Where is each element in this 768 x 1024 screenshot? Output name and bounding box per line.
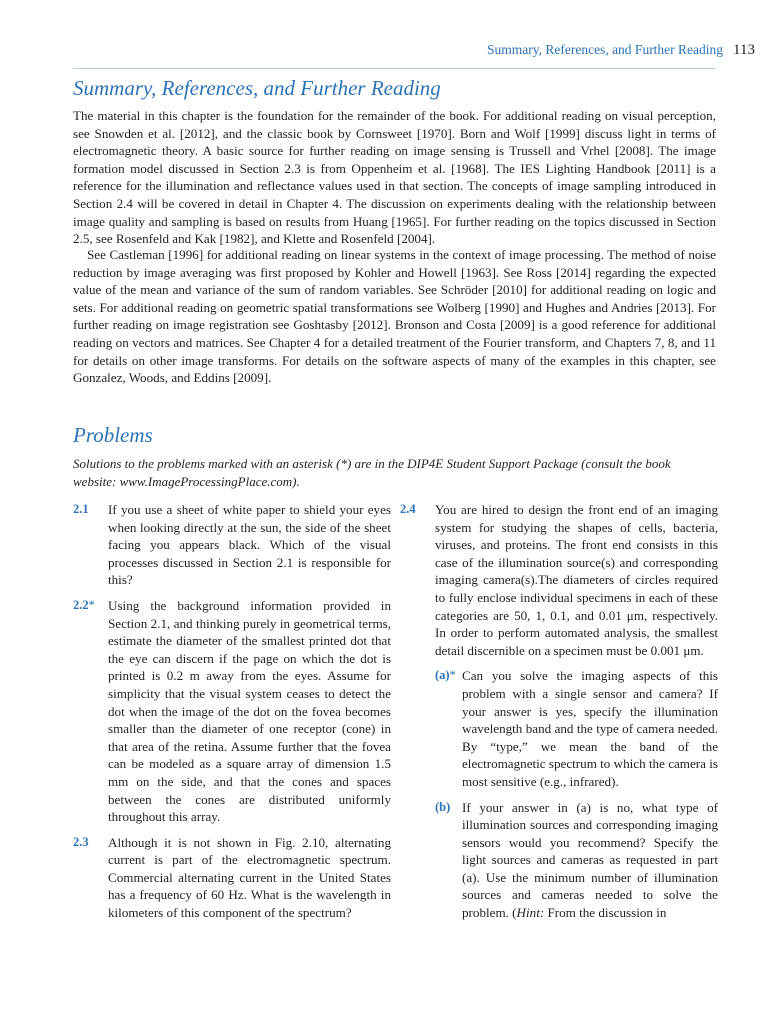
problem-number: 2.3: [73, 834, 89, 849]
problem-2-4: [400, 501, 718, 659]
problem-text: Using the background information provided in Section 2.1, and thinking purely in geometrical terms, estimate the diameter of the smallest printed dot that the eye can discern if the page on which the dot is printed is 0.2 m away from the eyes. Assume for simplicity that the visual system ceases to detect the dot when the image of the dot on the fovea becomes smaller than the diameter of one receptor (cone) in that area of the retina. Assume further that the fovea can be modeled as a square array of dimension 1.5 mm on the side, and that the cones and spaces between the cones are distributed uniformly throughout this array.: [108, 597, 391, 825]
header-rule: [73, 68, 716, 69]
problem-number: 2.2*: [73, 597, 95, 612]
problems-right-column: [400, 501, 718, 930]
running-head-title: Summary, References, and Further Reading: [486, 42, 724, 57]
problem-2-4-part-a: [435, 667, 718, 790]
problem-2-1: [73, 501, 391, 589]
part-label: (b): [435, 799, 451, 814]
problem-text: You are hired to design the front end of an imaging system for studying the shapes of cells, bacteria, viruses, and proteins. The front end consists in this case of the illumination source(s) and corresponding imaging camera(s).The diameters of circles required to fully enclose individual specimens in each of these categories are 50, 1, 0.1, and 0.01 μm, respectively. In order to perform automated analysis, the smallest detail discernible on a specimen must be 0.001 μm.: [435, 502, 718, 658]
problem-text: If you use a sheet of white paper to shield your eyes when looking directly at the sun, the side of the sheet facing you appears black. Which of the visual processes discussed in Section 2.1 is responsible for this?: [108, 502, 391, 588]
problems-note: Solutions to the problems marked with an asterisk (*) are in the DIP4E Student Support Package (consult the book website: www.ImageProcessingPlace.com).: [73, 456, 671, 489]
part-text: If your answer in (a) is no, what type of illumination sources and corresponding imaging sensors would you recommend? Specify the light sources and cameras as requested in part (a). Use the minimum number of illumination sources and cameras needed to solve the problem. (Hint: From the discussion in: [462, 799, 718, 921]
hint-label: Hint:: [516, 905, 545, 921]
page-number: 113: [733, 42, 755, 58]
summary-paragraph-1: The material in this chapter is the foundation for the remainder of the book. For additional reading on visual perception, see Snowden et al. [2012], and the classic book by Cornsweet [1970]. Born and Wolf [1999] discuss light in terms of electromagnetic theory. A basic source for further reading on image sensing is Trussell and Vrhel [2008]. The image formation model discussed in Section 2.3 is from Oppenheim et al. [1968]. The IES Lighting Handbook [2011] is a reference for the illumination and reflectance values used in that section. The concepts of image sampling introduced in Section 2.4 will be covered in detail in Chapter 4. The discussion on experiments dealing with the relationship between image quality and sampling is based on results from Huang [1965]. For further reading on the topics discussed in Section 2.5, see Rosenfeld and Kak [1982], and Klette and Rosenfeld [2004].: [73, 108, 716, 247]
summary-paragraph-2: See Castleman [1996] for additional reading on linear systems in the context of image processing. The method of noise reduction by image averaging was first proposed by Kohler and Howell [1963]. See Ross [2014] regarding the expected value of the mean and variance of the sum of random variables. See Schröder [2010] for additional reading on logic and sets. For additional reading on geometric spatial transformations see Wolberg [1990] and Hughes and Andries [2013]. For further reading on image registration see Goshtasby [2012]. Bronson and Costa [2009] is a good reference for additional reading on vectors and matrices. See Chapter 4 for a detailed treatment of the Fourier transform, and Chapters 7, 8, and 11 for details on other image transforms. For details on the software aspects of many of the examples in this chapter, see Gonzalez, Woods, and Eddins [2009].: [73, 247, 716, 386]
running-head: [487, 42, 755, 59]
problem-2-4-part-b: [435, 799, 718, 922]
problem-2-3: [73, 834, 391, 922]
problems-heading: Problems: [73, 423, 153, 447]
problem-2-2: [73, 597, 391, 826]
part-label: (a)*: [435, 668, 456, 683]
part-text: Can you solve the imaging aspects of this problem with a single sensor and camera? If your answer is yes, specify the illumination wavelength band and the type of camera needed. By “type,” we mean the band of the electromagnetic spectrum to which the camera is most sensitive (e.g., infrared).: [462, 668, 718, 789]
problem-text: Although it is not shown in Fig. 2.10, alternating current is part of the electromagnetic spectrum. Commercial alternating current in the United States has a frequency of 60 Hz. What is the wavelength in kilometers of this component of the spectrum?: [108, 834, 391, 921]
problem-number: 2.4: [400, 502, 416, 516]
problem-number: 2.1: [73, 502, 89, 516]
problems-left-column: [73, 501, 391, 930]
problem-2-4-parts: [435, 667, 718, 921]
summary-heading: Summary, References, and Further Reading: [73, 76, 441, 100]
